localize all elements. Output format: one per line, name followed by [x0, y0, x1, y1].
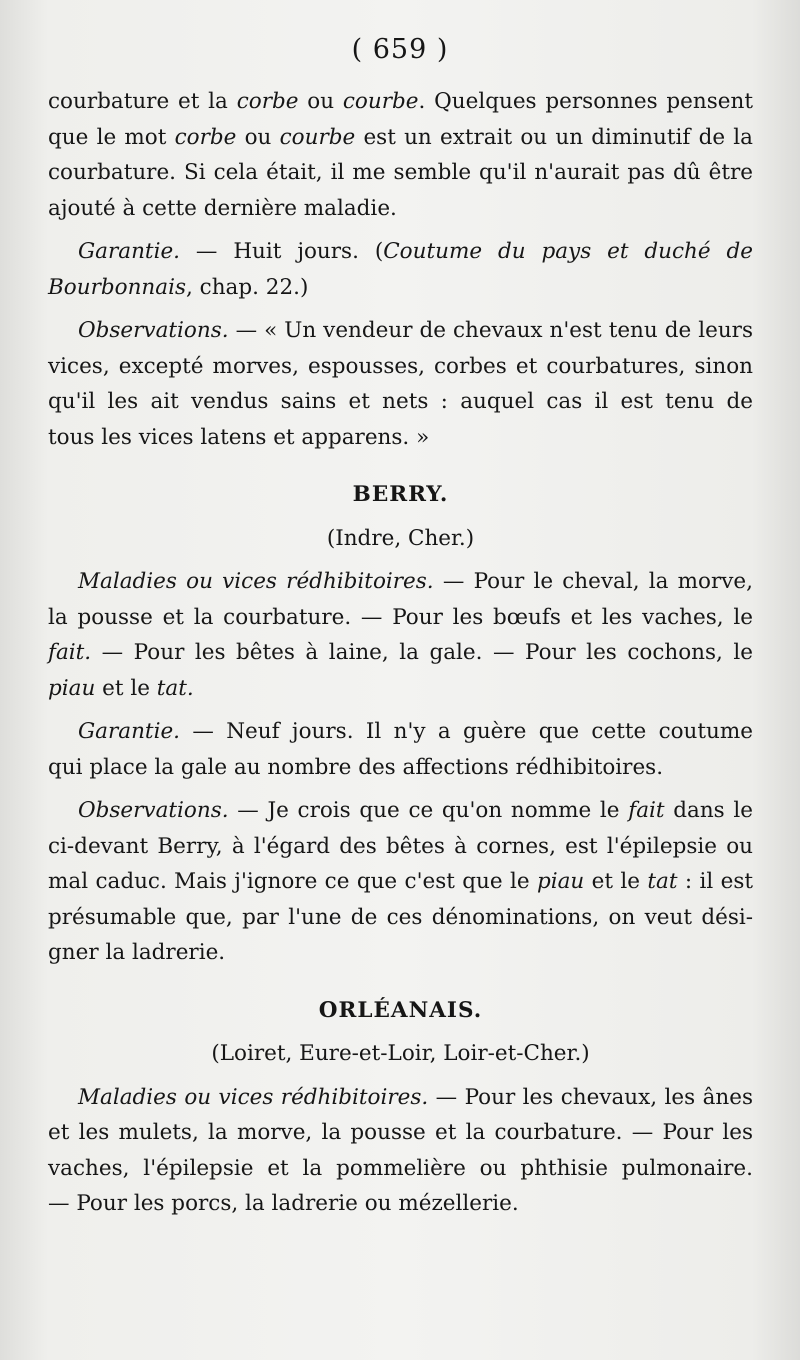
text-run: courbature et la: [48, 89, 237, 114]
text-run: — Neuf jours. Il n'y a guère que cette coutume: [180, 719, 753, 744]
spacer: [48, 556, 753, 564]
text-line: [48, 270, 753, 306]
text-line: [48, 120, 753, 156]
spacer: [48, 455, 753, 463]
italic-text: corbe: [174, 124, 237, 150]
spacer: [48, 706, 753, 714]
text-run: gner la ladrerie.: [48, 940, 226, 965]
text-run: — Je crois que ce qu'on nomme le: [228, 798, 629, 823]
page-body-text: [48, 84, 753, 1230]
text-line: [48, 671, 753, 707]
text-run: . Quelques personnes pensent: [418, 89, 753, 114]
text-run: présumable que, par l'une de ces dénominations, on veut dési-: [48, 904, 753, 930]
text-line: [48, 564, 753, 600]
text-line: [48, 234, 753, 270]
text-line: [48, 714, 753, 750]
text-run: la pousse et la courbature. — Pour les bœufs et les vaches, le: [48, 604, 753, 630]
italic-text: tat: [647, 869, 678, 894]
spacer: [48, 979, 753, 993]
text-line: [48, 313, 753, 349]
text-run: dans le: [664, 798, 753, 823]
text-line: [48, 191, 753, 227]
spacer: [48, 971, 753, 979]
text-run: mal caduc. Mais j'ignore ce que c'est que le: [48, 869, 537, 894]
italic-text: Observations.: [78, 798, 229, 823]
text-line: [48, 384, 753, 420]
text-run: — Pour le cheval, la morve,: [433, 569, 753, 594]
text-run: et le: [584, 869, 648, 894]
text-line: [48, 349, 753, 385]
paragraph: [48, 313, 753, 455]
italic-text: Bourbonnais: [48, 274, 186, 300]
text-run: — Pour les porcs, la ladrerie ou mézellerie.: [48, 1191, 519, 1216]
paragraph: [48, 564, 753, 706]
text-line: [48, 1115, 753, 1151]
italic-text: corbe: [236, 89, 299, 114]
text-run: , chap. 22.): [186, 274, 309, 300]
section-heading: ORLÉANAIS.: [318, 997, 483, 1023]
spacer: [48, 1072, 753, 1080]
text-run: tous les vices latens et apparens. »: [48, 424, 430, 450]
page-number: ( 659 ): [351, 34, 449, 65]
italic-text: tat.: [156, 675, 194, 701]
paragraph: [48, 84, 753, 226]
section-subheading: (Indre, Cher.): [326, 525, 475, 551]
paragraph: [48, 793, 753, 971]
italic-text: Coutume du pays et duché de: [383, 239, 753, 264]
spacer: [48, 513, 753, 521]
section-heading: BERRY.: [352, 482, 449, 507]
text-line: [48, 1080, 753, 1116]
italic-text: Maladies ou vices rédhibitoires.: [78, 1084, 429, 1110]
text-run: ci-devant Berry, à l'égard des bêtes à cornes, est l'épilepsie ou: [48, 833, 753, 859]
text-line: [48, 155, 753, 191]
text-run: ou: [298, 89, 343, 114]
text-line: [48, 84, 753, 120]
italic-text: fait: [628, 798, 665, 823]
text-run: que le mot: [48, 124, 175, 150]
text-line: [48, 900, 753, 936]
paragraph: [48, 234, 753, 305]
text-run: vaches, l'épilepsie et la pommelière ou phthisie pulmonaire.: [48, 1155, 753, 1181]
text-line: [48, 420, 753, 456]
text-line: [48, 600, 753, 636]
italic-text: Observations.: [78, 318, 229, 343]
italic-text: piau: [48, 675, 96, 701]
text-run: — Pour les chevaux, les ânes: [428, 1084, 753, 1110]
paragraph: [48, 714, 753, 785]
text-line: [48, 750, 753, 786]
text-run: ou: [236, 124, 280, 150]
text-run: ajouté à cette dernière maladie.: [48, 195, 397, 221]
italic-text: Maladies ou vices rédhibitoires.: [78, 569, 434, 594]
text-run: courbature. Si cela était, il me semble qu'il n'aurait pas dû être: [48, 160, 753, 185]
text-run: — Pour les bêtes à laine, la gale. — Pour les cochons, le: [91, 640, 753, 665]
spacer: [48, 1028, 753, 1036]
paragraph: [48, 1080, 753, 1222]
text-run: est un extrait ou un diminutif de la: [355, 124, 753, 150]
text-run: et les mulets, la morve, la pousse et la courbature. — Pour les: [48, 1120, 753, 1145]
spacer: [48, 1222, 753, 1230]
section-subheading: (Loiret, Eure-et-Loir, Loir-et-Cher.): [211, 1041, 590, 1066]
text-line: [48, 864, 753, 900]
text-run: — Huit jours. (: [180, 239, 384, 264]
text-run: : il est: [677, 869, 753, 894]
text-line: [48, 1186, 753, 1222]
spacer: [48, 305, 753, 313]
italic-text: fait.: [48, 640, 92, 665]
text-line: [48, 635, 753, 671]
text-run: qui place la gale au nombre des affections rédhibitoires.: [48, 754, 664, 780]
italic-text: Garantie.: [78, 239, 181, 264]
text-line: [48, 793, 753, 829]
spacer: [48, 785, 753, 793]
italic-text: courbe: [279, 124, 356, 150]
text-run: qu'il les ait vendus sains et nets : auquel cas il est tenu de: [48, 389, 753, 414]
italic-text: Garantie.: [78, 719, 181, 744]
spacer: [48, 226, 753, 234]
text-run: et le: [95, 675, 157, 701]
italic-text: piau: [536, 869, 585, 894]
text-line: [48, 1151, 753, 1187]
text-line: [48, 935, 753, 971]
spacer: [48, 463, 753, 477]
text-line: [48, 829, 753, 865]
italic-text: courbe: [342, 89, 419, 114]
text-run: vices, excepté morves, espousses, corbes et courbatures, sinon: [48, 353, 753, 379]
text-run: — « Un vendeur de chevaux n'est tenu de leurs: [228, 318, 753, 343]
